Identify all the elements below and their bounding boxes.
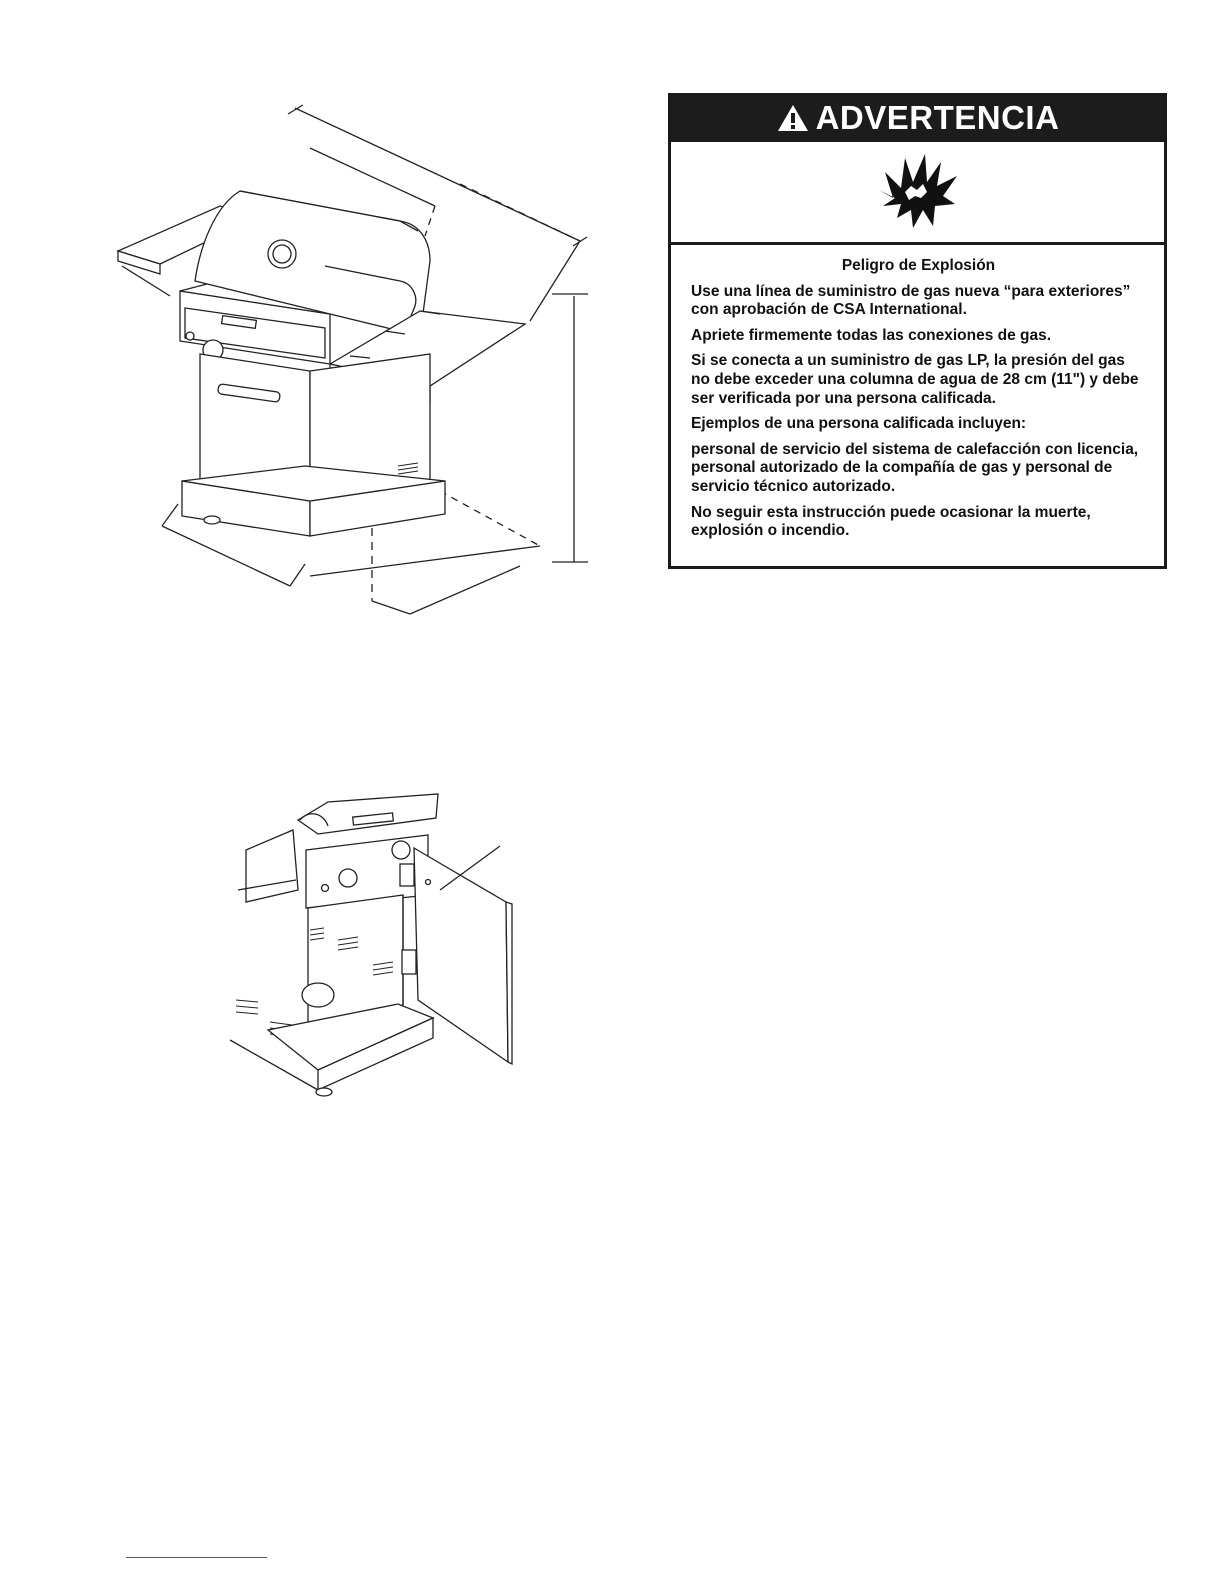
warning-paragraph: Use una línea de suministro de gas nueva “para exteriores” con aprobación de CSA International. [691, 282, 1131, 319]
warning-paragraph: Si se conecta a un suministro de gas LP, la presión del gas no debe exceder una columna de agua de 28 cm (11") y debe ser verificada por una persona calificada. [691, 352, 1139, 407]
footer-link-underline[interactable] [126, 1557, 267, 1558]
explosion-icon [875, 152, 961, 232]
warning-paragraph: personal de servicio del sistema de calefacción con licencia, personal autorizado de la compañía de gas y personal de servicio técnico autorizado. [691, 440, 1139, 495]
warning-body [671, 245, 1164, 541]
alert-triangle-icon [776, 103, 810, 133]
grill-dimension-illustration [100, 96, 620, 622]
grill-cart-door-illustration [228, 790, 520, 1100]
warning-paragraph: Apriete firmemente todas las conexiones de gas. [691, 326, 1052, 344]
warning-subtitle: Peligro de Explosión [841, 257, 996, 274]
warning-paragraph: Ejemplos de una persona calificada incluyen: [691, 415, 1027, 433]
warning-header [671, 96, 1164, 142]
warning-symbol-box [671, 142, 1164, 245]
warning-box [668, 93, 1167, 569]
warning-title: ADVERTENCIA [815, 99, 1060, 136]
warning-paragraph: No seguir esta instrucción puede ocasionar la muerte, explosión o incendio. [691, 503, 1091, 540]
